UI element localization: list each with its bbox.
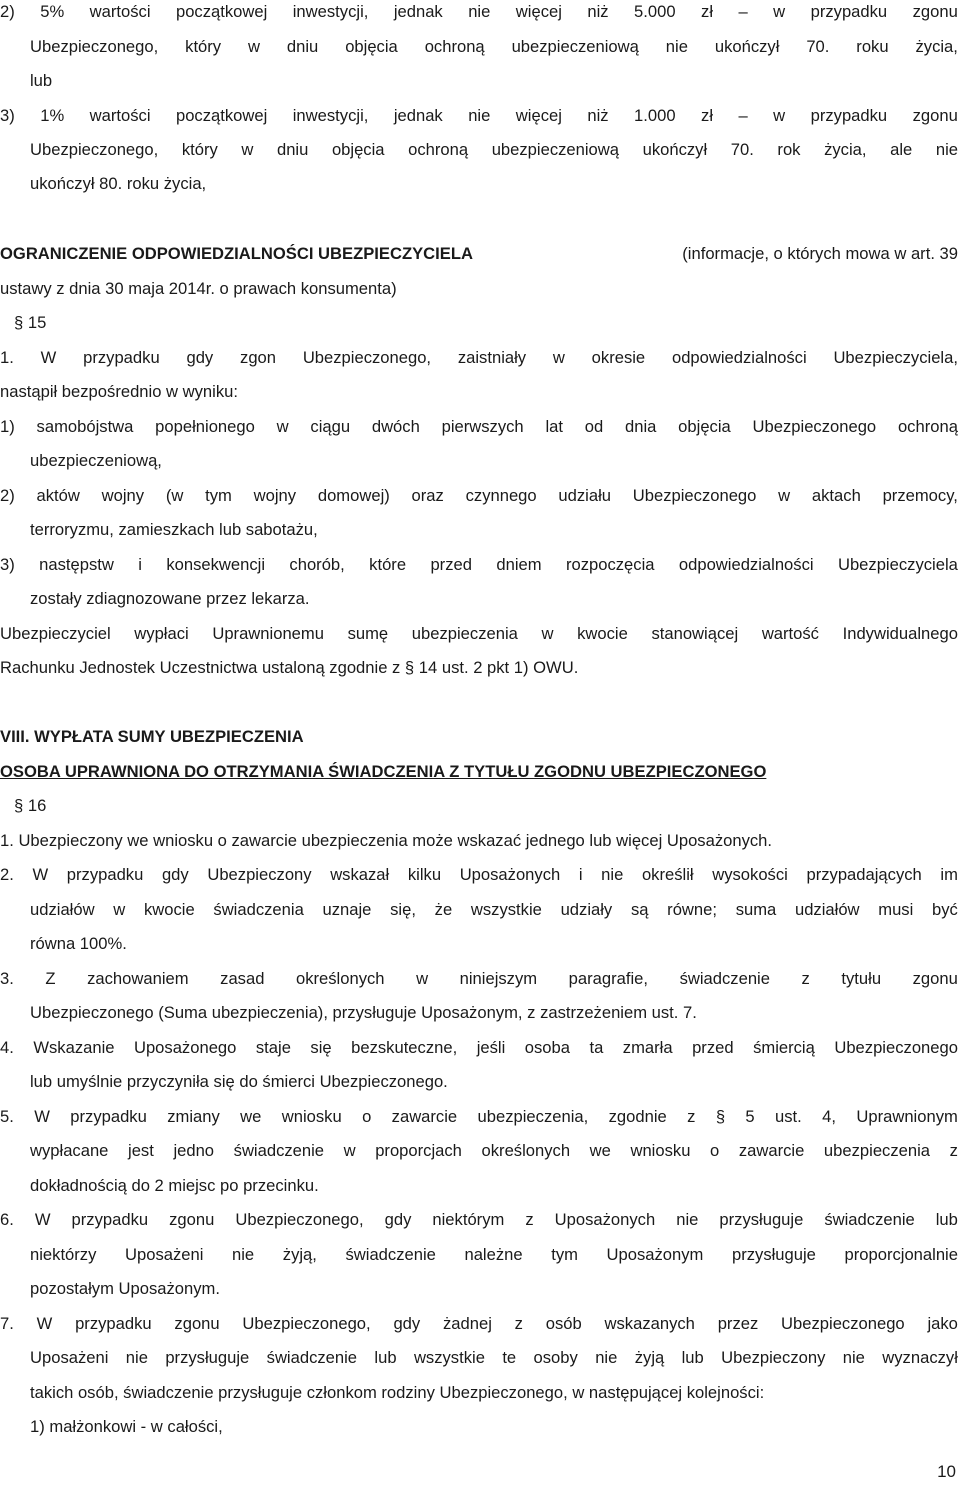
word: wysokości — [712, 865, 788, 884]
word: W — [34, 1210, 51, 1229]
word: zachowaniem — [87, 969, 189, 988]
word: W — [34, 1107, 50, 1126]
section-heading-note: (informacje, o których mowa w art. 39 — [682, 244, 958, 263]
word: świadczenie — [679, 969, 770, 988]
word: przypadku — [810, 2, 888, 21]
word: jedno — [173, 1141, 215, 1160]
word: paragrafie, — [568, 969, 649, 988]
word: w — [773, 2, 786, 21]
word: świadczenie — [266, 1348, 358, 1367]
word: nie — [468, 2, 491, 21]
word: samobójstwa — [36, 417, 134, 436]
word: objęcia — [331, 140, 385, 159]
word: przysługuje — [165, 1348, 250, 1367]
word: wartość — [761, 624, 819, 643]
word: lub — [374, 1348, 397, 1367]
text-line — [30, 140, 958, 160]
word: Ubezpieczonego, — [30, 37, 159, 56]
word: gdy — [161, 865, 189, 884]
word: przypadku — [66, 865, 144, 884]
text-line: Rachunku Jednostek Uczestnictwa ustaloną zgodnie z § 14 ust. 2 pkt 1) OWU. — [0, 658, 579, 677]
word: im — [940, 865, 958, 884]
text-line: nastąpił bezpośrednio w wyniku: — [0, 382, 238, 401]
word: ukończył — [714, 37, 780, 56]
word: o — [362, 1107, 372, 1126]
word: roku — [856, 37, 889, 56]
word: i — [578, 865, 583, 884]
word: jednak — [393, 106, 443, 125]
text-line — [0, 106, 958, 126]
word: Uposażonego — [133, 1038, 237, 1057]
word: oraz — [411, 486, 444, 505]
word: z — [514, 1314, 523, 1333]
word: objęcia — [345, 37, 398, 56]
word: z — [525, 1210, 534, 1229]
word: w — [343, 1141, 356, 1160]
word: 1.000 — [634, 106, 676, 125]
word: następstw — [39, 555, 114, 574]
word: przed — [692, 1038, 734, 1057]
word: żyją — [634, 1348, 665, 1367]
text-line — [0, 624, 958, 644]
word: chorób, — [289, 555, 345, 574]
word: Ubezpieczyciela — [837, 555, 958, 574]
text-line: lub umyślnie przyczyniła się do śmierci Ubezpieczonego. — [30, 1072, 448, 1091]
word: należne — [464, 1245, 523, 1264]
text-line — [30, 900, 958, 920]
text-line: dokładnością do 2 miejsc po przecinku. — [30, 1176, 319, 1195]
word: 5. — [0, 1107, 14, 1126]
word: § — [715, 1107, 726, 1126]
section-heading-line — [0, 244, 958, 264]
word: zgonu — [169, 1210, 215, 1229]
word: które — [369, 555, 407, 574]
word: Ubezpieczonego, — [302, 348, 432, 367]
word: niż — [587, 2, 609, 21]
word: się — [310, 1038, 332, 1057]
word: W — [36, 1314, 53, 1333]
paragraph-number: § 15 — [14, 313, 47, 332]
word: tytułu — [841, 969, 882, 988]
word: nie — [125, 1348, 148, 1367]
word: 1% — [40, 106, 65, 125]
word: nie — [665, 37, 688, 56]
word: jednak — [393, 2, 443, 21]
word: jeśli — [476, 1038, 506, 1057]
word: zł — [701, 106, 714, 125]
text-line — [0, 555, 958, 575]
word: zmiany — [167, 1107, 220, 1126]
word: wniosku — [281, 1107, 342, 1126]
word: osób — [545, 1314, 582, 1333]
word: 6. — [0, 1210, 14, 1229]
word: Ubezpieczony — [721, 1348, 826, 1367]
word: ubezpieczeniową — [511, 37, 639, 56]
text-line — [0, 1314, 958, 1334]
section-heading: OGRANICZENIE ODPOWIEDZIALNOŚCI UBEZPIECZYCIELA — [0, 244, 473, 263]
word: wskazanych — [604, 1314, 695, 1333]
text-line — [0, 1038, 958, 1058]
word: dniu — [286, 37, 319, 56]
word: popełnionego — [155, 417, 255, 436]
word: wypłacane — [30, 1141, 109, 1160]
word: czynnego — [465, 486, 537, 505]
word: pierwszych — [441, 417, 524, 436]
word: więcej — [515, 2, 562, 21]
word: Ubezpieczonego — [781, 1314, 905, 1333]
word: zgonu — [912, 106, 958, 125]
word: odpowiedzialności — [671, 348, 807, 367]
text-line: zostały zdiagnozowane przez lekarza. — [30, 589, 310, 608]
word: przypadku — [70, 1107, 147, 1126]
word: Uposażonych — [459, 865, 561, 884]
word: 3. — [0, 969, 14, 988]
text-line — [0, 486, 958, 506]
word: osoba — [524, 1038, 570, 1057]
word: ubezpieczenia — [823, 1141, 931, 1160]
word: we — [240, 1107, 262, 1126]
word: Ubezpieczonego, — [30, 140, 159, 159]
word: nie — [468, 106, 491, 125]
word: suma — [735, 900, 777, 919]
text-line — [0, 2, 958, 22]
word: 4, — [822, 1107, 836, 1126]
word: udziały — [560, 900, 613, 919]
word: śmiercią — [753, 1038, 815, 1057]
word: przed — [430, 555, 472, 574]
word: wyznaczył — [882, 1348, 958, 1367]
word: w — [241, 140, 254, 159]
word: 4. — [0, 1038, 14, 1057]
word: zaistniały — [457, 348, 527, 367]
word: konsekwencji — [166, 555, 266, 574]
word: Indywidualnego — [842, 624, 958, 643]
word: Uposażeni — [30, 1348, 109, 1367]
word: świadczenie — [824, 1210, 915, 1229]
text-line — [30, 37, 958, 57]
chapter-subheading: OSOBA UPRAWNIONA DO OTRZYMANIA ŚWIADCZENIA Z TYTUŁU ZGODNU UBEZPIECZONEGO — [0, 762, 767, 781]
word: z — [687, 1107, 696, 1126]
word: Uprawnionemu — [212, 624, 324, 643]
word: zgon — [240, 348, 277, 367]
word: udziału — [558, 486, 611, 505]
word: w — [416, 969, 429, 988]
word: ochroną — [897, 417, 958, 436]
word: nie — [595, 1348, 618, 1367]
text-line: ustawy z dnia 30 maja 2014r. o prawach konsumenta) — [0, 279, 397, 298]
text-line — [0, 348, 958, 368]
word: ciągu — [310, 417, 351, 436]
word: przysługuje — [731, 1245, 816, 1264]
word: 70. — [730, 140, 754, 159]
word: – — [738, 2, 748, 21]
word: Uposażeni — [125, 1245, 204, 1264]
word: 70. — [806, 37, 830, 56]
word: zgonu — [174, 1314, 220, 1333]
word: określonych — [481, 1141, 571, 1160]
text-line — [0, 1210, 958, 1230]
word: wartości — [89, 2, 151, 21]
word: Ubezpieczonego, — [242, 1314, 371, 1333]
word: wypłaci — [134, 624, 189, 643]
word: lat — [545, 417, 563, 436]
word: w — [778, 486, 791, 505]
text-line: ubezpieczeniową, — [30, 451, 162, 470]
word: (w — [165, 486, 184, 505]
page-number: 10 — [937, 1462, 956, 1481]
text-line — [0, 865, 958, 885]
word: Uprawnionym — [856, 1107, 958, 1126]
text-line: terroryzmu, zamieszkach lub sabotażu, — [30, 520, 318, 539]
word: kwocie — [577, 624, 628, 643]
word: ubezpieczeniową — [491, 140, 619, 159]
word: w — [552, 348, 565, 367]
word: ukończył — [642, 140, 708, 159]
word: wskazał — [330, 865, 390, 884]
word: jest — [128, 1141, 154, 1160]
word: Ubezpieczonego, — [235, 1210, 364, 1229]
text-line: takich osób, świadczenie przysługuje członkom rodziny Ubezpieczonego, w następującej kolejności: — [30, 1383, 765, 1402]
word: sumę — [347, 624, 389, 643]
word: ochroną — [408, 140, 469, 159]
word: więcej — [515, 106, 562, 125]
word: ubezpieczenia — [411, 624, 518, 643]
text-line — [0, 1107, 958, 1127]
word: W — [40, 348, 57, 367]
word: życia, — [824, 140, 867, 159]
word: Z — [45, 969, 56, 988]
word: być — [932, 900, 958, 919]
word: przypadku — [83, 348, 160, 367]
word: dniem — [496, 555, 542, 574]
word: te — [502, 1348, 517, 1367]
word: Ubezpieczyciel — [0, 624, 111, 643]
word: nie — [601, 865, 624, 884]
word: tym — [551, 1245, 578, 1264]
word: lub — [681, 1348, 704, 1367]
word: kilku — [407, 865, 442, 884]
word: 3) — [0, 555, 15, 574]
word: określił — [641, 865, 694, 884]
word: świadczenie — [233, 1141, 325, 1160]
word: nie — [232, 1245, 255, 1264]
word: osoby — [533, 1348, 578, 1367]
word: dwóch — [371, 417, 420, 436]
word: niż — [587, 106, 609, 125]
word: przez — [717, 1314, 759, 1333]
word: proporcjonalnie — [844, 1245, 958, 1264]
word: Uposażonych — [554, 1210, 656, 1229]
word: żyją, — [282, 1245, 317, 1264]
text-line: 1. Ubezpieczony we wniosku o zawarcie ubezpieczenia może wskazać jednego lub więcej Uposażonych. — [0, 831, 773, 850]
word: 1) — [0, 417, 15, 436]
word: 5% — [40, 2, 65, 21]
word: przypadku — [75, 1314, 152, 1333]
word: w — [113, 900, 126, 919]
word: Ubezpieczonego — [632, 486, 757, 505]
word: 5 — [745, 1107, 755, 1126]
word: 7. — [0, 1314, 14, 1333]
word: – — [738, 106, 748, 125]
word: udziałów — [794, 900, 860, 919]
word: rozpoczęcia — [565, 555, 655, 574]
word: kwocie — [143, 900, 195, 919]
word: udziałów — [30, 900, 95, 919]
word: bezskuteczne, — [351, 1038, 458, 1057]
word: ale — [890, 140, 913, 159]
text-line: lub — [30, 71, 53, 90]
word: zgonu — [912, 2, 958, 21]
word: nie — [676, 1210, 699, 1229]
word: okresie — [591, 348, 646, 367]
word: świadczenie — [345, 1245, 436, 1264]
text-line: Ubezpieczonego (Suma ubezpieczenia), przysługuje Uposażonym, z zastrzeżeniem ust. 7. — [30, 1003, 697, 1022]
word: niektórzy — [30, 1245, 97, 1264]
word: przypadku — [71, 1210, 149, 1229]
word: zawarcie — [738, 1141, 805, 1160]
word: inwestycji, — [292, 2, 369, 21]
word: w — [248, 37, 260, 56]
word: wniosku — [630, 1141, 691, 1160]
word: początkowej — [175, 106, 268, 125]
word: świadczenia — [213, 900, 304, 919]
word: życia, — [915, 37, 958, 56]
word: zmarła — [622, 1038, 673, 1057]
word: przypadku — [810, 106, 888, 125]
word: W — [32, 865, 49, 884]
word: z — [949, 1141, 958, 1160]
word: inwestycji, — [292, 106, 369, 125]
word: w — [773, 106, 786, 125]
word: odpowiedzialności — [678, 555, 814, 574]
word: Ubezpieczonego — [752, 417, 877, 436]
word: gdy — [384, 1210, 412, 1229]
word: równe; — [667, 900, 717, 919]
word: w — [541, 624, 554, 643]
word: zgodnie — [608, 1107, 667, 1126]
word: z — [801, 969, 810, 988]
word: Uposażonym — [606, 1245, 704, 1264]
word: Ubezpieczonego — [834, 1038, 958, 1057]
text-line — [0, 417, 958, 437]
word: dnia — [625, 417, 657, 436]
text-line — [30, 1141, 958, 1161]
word: wojny — [101, 486, 145, 505]
word: przemocy, — [882, 486, 958, 505]
word: tym — [205, 486, 232, 505]
word: objęcia — [678, 417, 731, 436]
word: nie — [935, 140, 958, 159]
word: zasad — [220, 969, 265, 988]
word: uznaje — [322, 900, 372, 919]
word: wszystkie — [470, 900, 542, 919]
word: proporcjach — [375, 1141, 462, 1160]
word: 3) — [0, 106, 15, 125]
word: wszystkie — [413, 1348, 485, 1367]
word: zł — [701, 2, 714, 21]
word: dniu — [276, 140, 309, 159]
word: we — [589, 1141, 611, 1160]
word: 2) — [0, 2, 15, 21]
text-line — [30, 1348, 958, 1368]
word: ta — [589, 1038, 604, 1057]
word: 2. — [0, 865, 14, 884]
text-line — [0, 969, 958, 989]
word: od — [584, 417, 604, 436]
word: o — [710, 1141, 720, 1160]
word: Wskazanie — [33, 1038, 115, 1057]
word: jako — [927, 1314, 958, 1333]
text-line — [30, 1245, 958, 1265]
text-line: pozostałym Uposażonym. — [30, 1279, 220, 1298]
word: domowej) — [317, 486, 390, 505]
word: rok — [777, 140, 801, 159]
word: przysługuje — [719, 1210, 804, 1229]
word: żadnej — [442, 1314, 492, 1333]
word: musi — [878, 900, 914, 919]
word: ust. — [775, 1107, 802, 1126]
word: wartości — [89, 106, 151, 125]
word: 1. — [0, 348, 14, 367]
word: który — [181, 140, 218, 159]
word: aktach — [811, 486, 861, 505]
paragraph-number: § 16 — [14, 796, 47, 815]
word: Ubezpieczyciela, — [833, 348, 958, 367]
word: się, — [390, 900, 416, 919]
word: są — [630, 900, 649, 919]
word: zawarcie — [391, 1107, 458, 1126]
word: początkowej — [175, 2, 268, 21]
word: i — [138, 555, 142, 574]
word: lub — [935, 1210, 958, 1229]
word: ochroną — [424, 37, 485, 56]
word: niektórym — [432, 1210, 505, 1229]
word: określonych — [295, 969, 385, 988]
word: aktów — [36, 486, 80, 505]
word: niniejszym — [459, 969, 538, 988]
word: zgonu — [912, 969, 958, 988]
chapter-heading: VIII. WYPŁATA SUMY UBEZPIECZENIA — [0, 727, 304, 746]
word: 2) — [0, 486, 15, 505]
word: wojny — [253, 486, 297, 505]
word: gdy — [186, 348, 214, 367]
word: który — [185, 37, 222, 56]
word: stanowiącej — [651, 624, 739, 643]
word: gdy — [393, 1314, 421, 1333]
text-line: równa 100%. — [30, 934, 127, 953]
word: 5.000 — [634, 2, 676, 21]
word: przypadających — [806, 865, 922, 884]
word: że — [434, 900, 453, 919]
word: w — [276, 417, 289, 436]
word: Ubezpieczony — [207, 865, 312, 884]
word: ubezpieczenia, — [477, 1107, 589, 1126]
text-line: 1) małżonkowi - w całości, — [30, 1417, 223, 1436]
word: staje — [255, 1038, 291, 1057]
word: nie — [842, 1348, 865, 1367]
text-line: ukończył 80. roku życia, — [30, 174, 207, 193]
